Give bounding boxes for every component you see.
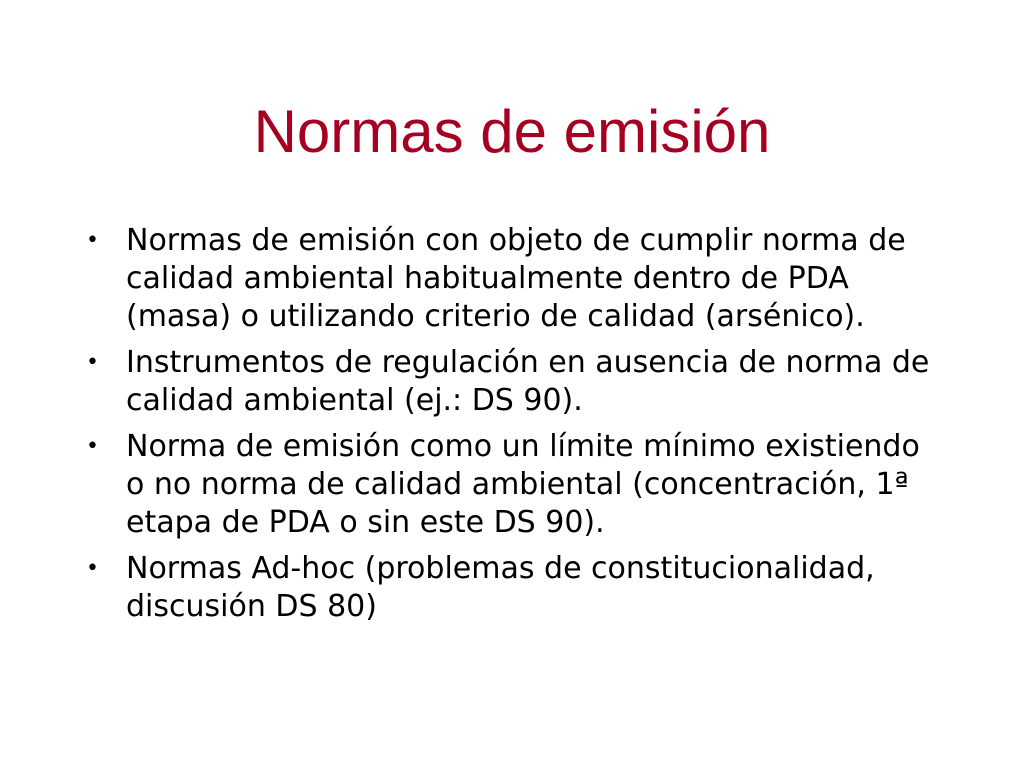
- bullet-3-line-2: o no norma de calidad ambiental (concentración, 1ª: [126, 467, 909, 502]
- bullet-item-3: [86, 428, 946, 542]
- bullet-icon: •: [86, 434, 99, 459]
- bullet-2-line-1: Instrumentos de regulación en ausencia de norma de: [126, 345, 930, 380]
- bullet-icon: •: [86, 556, 99, 581]
- bullet-1-line-1: Normas de emisión con objeto de cumplir norma de: [126, 223, 906, 258]
- bullet-icon: •: [86, 228, 99, 253]
- bullet-list: [86, 222, 946, 634]
- bullet-3-line-1: Norma de emisión como un límite mínimo existiendo: [126, 429, 920, 464]
- bullet-3-line-3: etapa de PDA o sin este DS 90).: [126, 505, 605, 540]
- bullet-icon: •: [86, 350, 99, 375]
- bullet-1-line-3: (masa) o utilizando criterio de calidad (arsénico).: [126, 299, 865, 334]
- bullet-4-line-2: discusión DS 80): [126, 589, 377, 624]
- slide-title: Normas de emisión: [253, 98, 771, 165]
- bullet-item-4: [86, 550, 946, 626]
- bullet-1-line-2: calidad ambiental habitualmente dentro de PDA: [126, 261, 849, 296]
- bullet-item-1: [86, 222, 946, 336]
- bullet-2-line-2: calidad ambiental (ej.: DS 90).: [126, 383, 583, 418]
- bullet-item-2: [86, 344, 946, 420]
- bullet-4-line-1: Normas Ad-hoc (problemas de constitucionalidad,: [126, 551, 875, 586]
